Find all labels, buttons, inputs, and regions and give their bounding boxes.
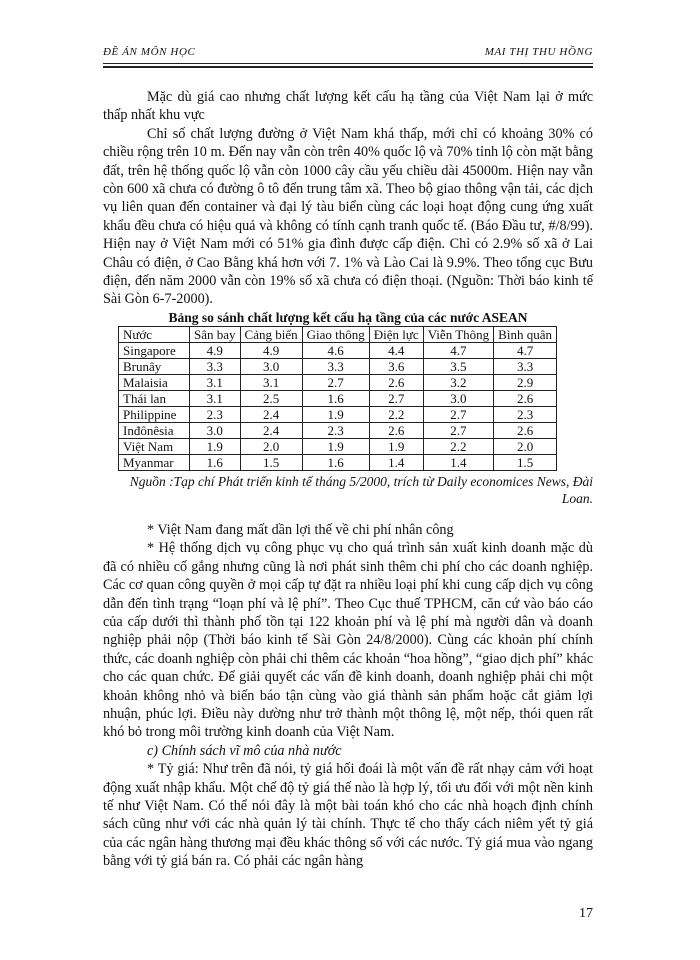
score-cell: 2.7 xyxy=(423,422,493,438)
paragraph-exchange-rate: * Tỷ giá: Như trên đã nói, tỷ giá hối đoái là một vấn đề rất nhạy cảm với hoạt động xuất nhập khẩu. Một chế độ tỷ giá thế nào là hợp lý, tối ưu đối với một nền kinh tế như Việt Nam. Có thể nói đây là một bài toán khó cho các nhà hoạch định chính sách cũng như với các nhà quản lý tài chính. Thực tế cho thấy cách niêm yết tỷ giá của các ngân hàng thương mại đều khác thông số với các nước. Tỷ giá mua vào ngang bằng với tỷ giá bán ra. Có phải các ngân hàng xyxy=(103,761,593,870)
score-cell: 3.3 xyxy=(190,358,241,374)
score-cell: 2.5 xyxy=(240,390,302,406)
score-cell: 3.2 xyxy=(423,374,493,390)
score-cell: 2.0 xyxy=(494,438,557,454)
score-cell: 4.9 xyxy=(190,342,241,358)
score-cell: 1.4 xyxy=(423,454,493,470)
table-row xyxy=(119,438,557,454)
score-cell: 2.6 xyxy=(494,422,557,438)
country-cell: Inđônêsia xyxy=(119,422,190,438)
score-cell: 3.1 xyxy=(240,374,302,390)
country-cell: Singapore xyxy=(119,342,190,358)
score-cell: 2.6 xyxy=(369,374,423,390)
score-cell: 4.7 xyxy=(494,342,557,358)
score-cell: 3.5 xyxy=(423,358,493,374)
score-cell: 1.9 xyxy=(369,438,423,454)
score-cell: 1.6 xyxy=(190,454,241,470)
column-header: Nước xyxy=(119,326,190,342)
table-source-note: Nguồn :Tạp chí Phát triển kinh tế tháng 5/2000, trích từ Daily economices News, Đài Loan. xyxy=(129,473,593,506)
country-cell: Philippine xyxy=(119,406,190,422)
table-row xyxy=(119,454,557,470)
table-row xyxy=(119,342,557,358)
score-cell: 1.5 xyxy=(494,454,557,470)
paragraph-road-quality: Chỉ số chất lượng đường ở Việt Nam khá thấp, mới chỉ có khoảng 30% có chiều rộng trên 10 m. Đến nay vẫn còn trên 40% quốc lộ và 70% tỉnh lộ còn mặt bằng đất, trên hệ thống quốc lộ vẫn còn 1000 cây cầu yếu chiều dài 45000m. Hiện nay vẫn còn 600 xã chưa có đường ô tô đến trung tâm xã. Theo bộ giao thông vận tải, các dịch vụ liên quan đến container và đại lý tàu biển cùng các loại hoạt động cung ứng xuất khẩu đều chưa có hiệu quả và không có tính cạnh tranh quốc tế. (Báo Đầu tư, #/8/99). Hiện nay ở Việt Nam mới có 51% gia đình được cấp điện. Chỉ có 2.9% số xã ở Lai Châu có điện, ở Cao Bằng khá hơn với 7. 1% và Lào Cai là 9.9%. Theo tổng cục Bưu điện, đến năm 2000 vẫn còn 19% số xã chưa có điện thoại. (Nguồn: Thời báo kinh tế Sài Gòn 6-7-2000). xyxy=(103,125,593,308)
paragraph-intro: Mặc dù giá cao nhưng chất lượng kết cấu hạ tầng của Việt Nam lại ở mức thấp nhất khu vực xyxy=(103,89,593,124)
column-header: Viễn Thông xyxy=(423,326,493,342)
page-body xyxy=(103,88,593,871)
table-row xyxy=(119,406,557,422)
score-cell: 1.9 xyxy=(302,406,369,422)
score-cell: 3.6 xyxy=(369,358,423,374)
column-header: Bình quân xyxy=(494,326,557,342)
score-cell: 2.3 xyxy=(302,422,369,438)
score-cell: 4.9 xyxy=(240,342,302,358)
score-cell: 3.1 xyxy=(190,390,241,406)
score-cell: 3.0 xyxy=(423,390,493,406)
table-row xyxy=(119,422,557,438)
table-title: Bảng so sánh chất lượng kết cấu hạ tầng của các nước ASEAN xyxy=(168,309,528,325)
country-cell: Malaisia xyxy=(119,374,190,390)
header-rule-thin xyxy=(103,63,593,64)
score-cell: 2.3 xyxy=(190,406,241,422)
header-course-title: ĐỀ ÁN MÔN HỌC xyxy=(103,46,196,58)
score-cell: 2.4 xyxy=(240,406,302,422)
score-cell: 3.0 xyxy=(190,422,241,438)
score-cell: 4.7 xyxy=(423,342,493,358)
score-cell: 1.6 xyxy=(302,454,369,470)
country-cell: Brunây xyxy=(119,358,190,374)
country-cell: Myanmar xyxy=(119,454,190,470)
header-rule-thick xyxy=(103,66,593,68)
score-cell: 3.0 xyxy=(240,358,302,374)
score-cell: 2.6 xyxy=(494,390,557,406)
score-cell: 4.4 xyxy=(369,342,423,358)
score-cell: 2.4 xyxy=(240,422,302,438)
score-cell: 2.2 xyxy=(369,406,423,422)
page-number: 17 xyxy=(579,906,593,921)
score-cell: 3.1 xyxy=(190,374,241,390)
score-cell: 1.5 xyxy=(240,454,302,470)
score-cell: 3.3 xyxy=(302,358,369,374)
table-row xyxy=(119,374,557,390)
score-cell: 2.6 xyxy=(369,422,423,438)
score-cell: 4.6 xyxy=(302,342,369,358)
score-cell: 2.9 xyxy=(494,374,557,390)
score-cell: 2.2 xyxy=(423,438,493,454)
column-header: Giao thông xyxy=(302,326,369,342)
paragraph-labor-cost: * Việt Nam đang mất dần lợi thế về chi phí nhân công xyxy=(147,521,454,538)
score-cell: 2.7 xyxy=(302,374,369,390)
score-cell: 1.6 xyxy=(302,390,369,406)
header-author-name: MAI THỊ THU HỒNG xyxy=(484,46,593,58)
country-cell: Việt Nam xyxy=(119,438,190,454)
paragraph-public-services: * Hệ thống dịch vụ công phục vụ cho quá trình sản xuất kinh doanh mặc dù đã có nhiều cố gắng nhưng cũng là nơi phát sinh thêm chi phí cho các doanh nghiệp. Các cơ quan công quyền ở mọi cấp tự đặt ra nhiều loại phí khi cung cấp dịch vụ công dẫn đến tình trạng “loạn phí và lệ phí”. Theo Cục thuế TPHCM, căn cứ vào báo cáo của cấp dưới thì thành phố tồn tại 122 khoản phí và lệ phí mà người dân và doanh nghiệp phải nộp (Thời báo kinh tế Sài Gòn 24/8/2000). Cùng các khoản phí chính thức, các doanh nghiệp còn phải chi thêm các khoản “hoa hồng”, “giao dịch phí” khác cho các quan chức. Để giải quyết các vấn đề kinh doanh, doanh nghiệp phải chi một khoản không nhỏ và biến báo tận cùng vào giá thành sản phẩm hoặc cắt giảm lợi nhuận, phúc lợi. Điều này dường như trở thành một thông lệ, một nếp, thói quen rất khó bỏ trong môi trường kinh doanh của Việt Nam. xyxy=(103,540,593,741)
score-cell: 1.9 xyxy=(302,438,369,454)
table-row xyxy=(119,358,557,374)
column-header: Sân bay xyxy=(190,326,241,342)
score-cell: 3.3 xyxy=(494,358,557,374)
table-row xyxy=(119,390,557,406)
running-header xyxy=(103,46,593,60)
score-cell: 2.0 xyxy=(240,438,302,454)
score-cell: 1.9 xyxy=(190,438,241,454)
score-cell: 2.3 xyxy=(494,406,557,422)
score-cell: 2.7 xyxy=(423,406,493,422)
score-cell: 2.7 xyxy=(369,390,423,406)
asean-infrastructure-table xyxy=(118,326,557,471)
column-header: Điện lực xyxy=(369,326,423,342)
table-header-row xyxy=(119,326,557,342)
section-heading: c) Chính sách vĩ mô của nhà nước xyxy=(147,742,342,759)
column-header: Cảng biển xyxy=(240,326,302,342)
country-cell: Thái lan xyxy=(119,390,190,406)
score-cell: 1.4 xyxy=(369,454,423,470)
